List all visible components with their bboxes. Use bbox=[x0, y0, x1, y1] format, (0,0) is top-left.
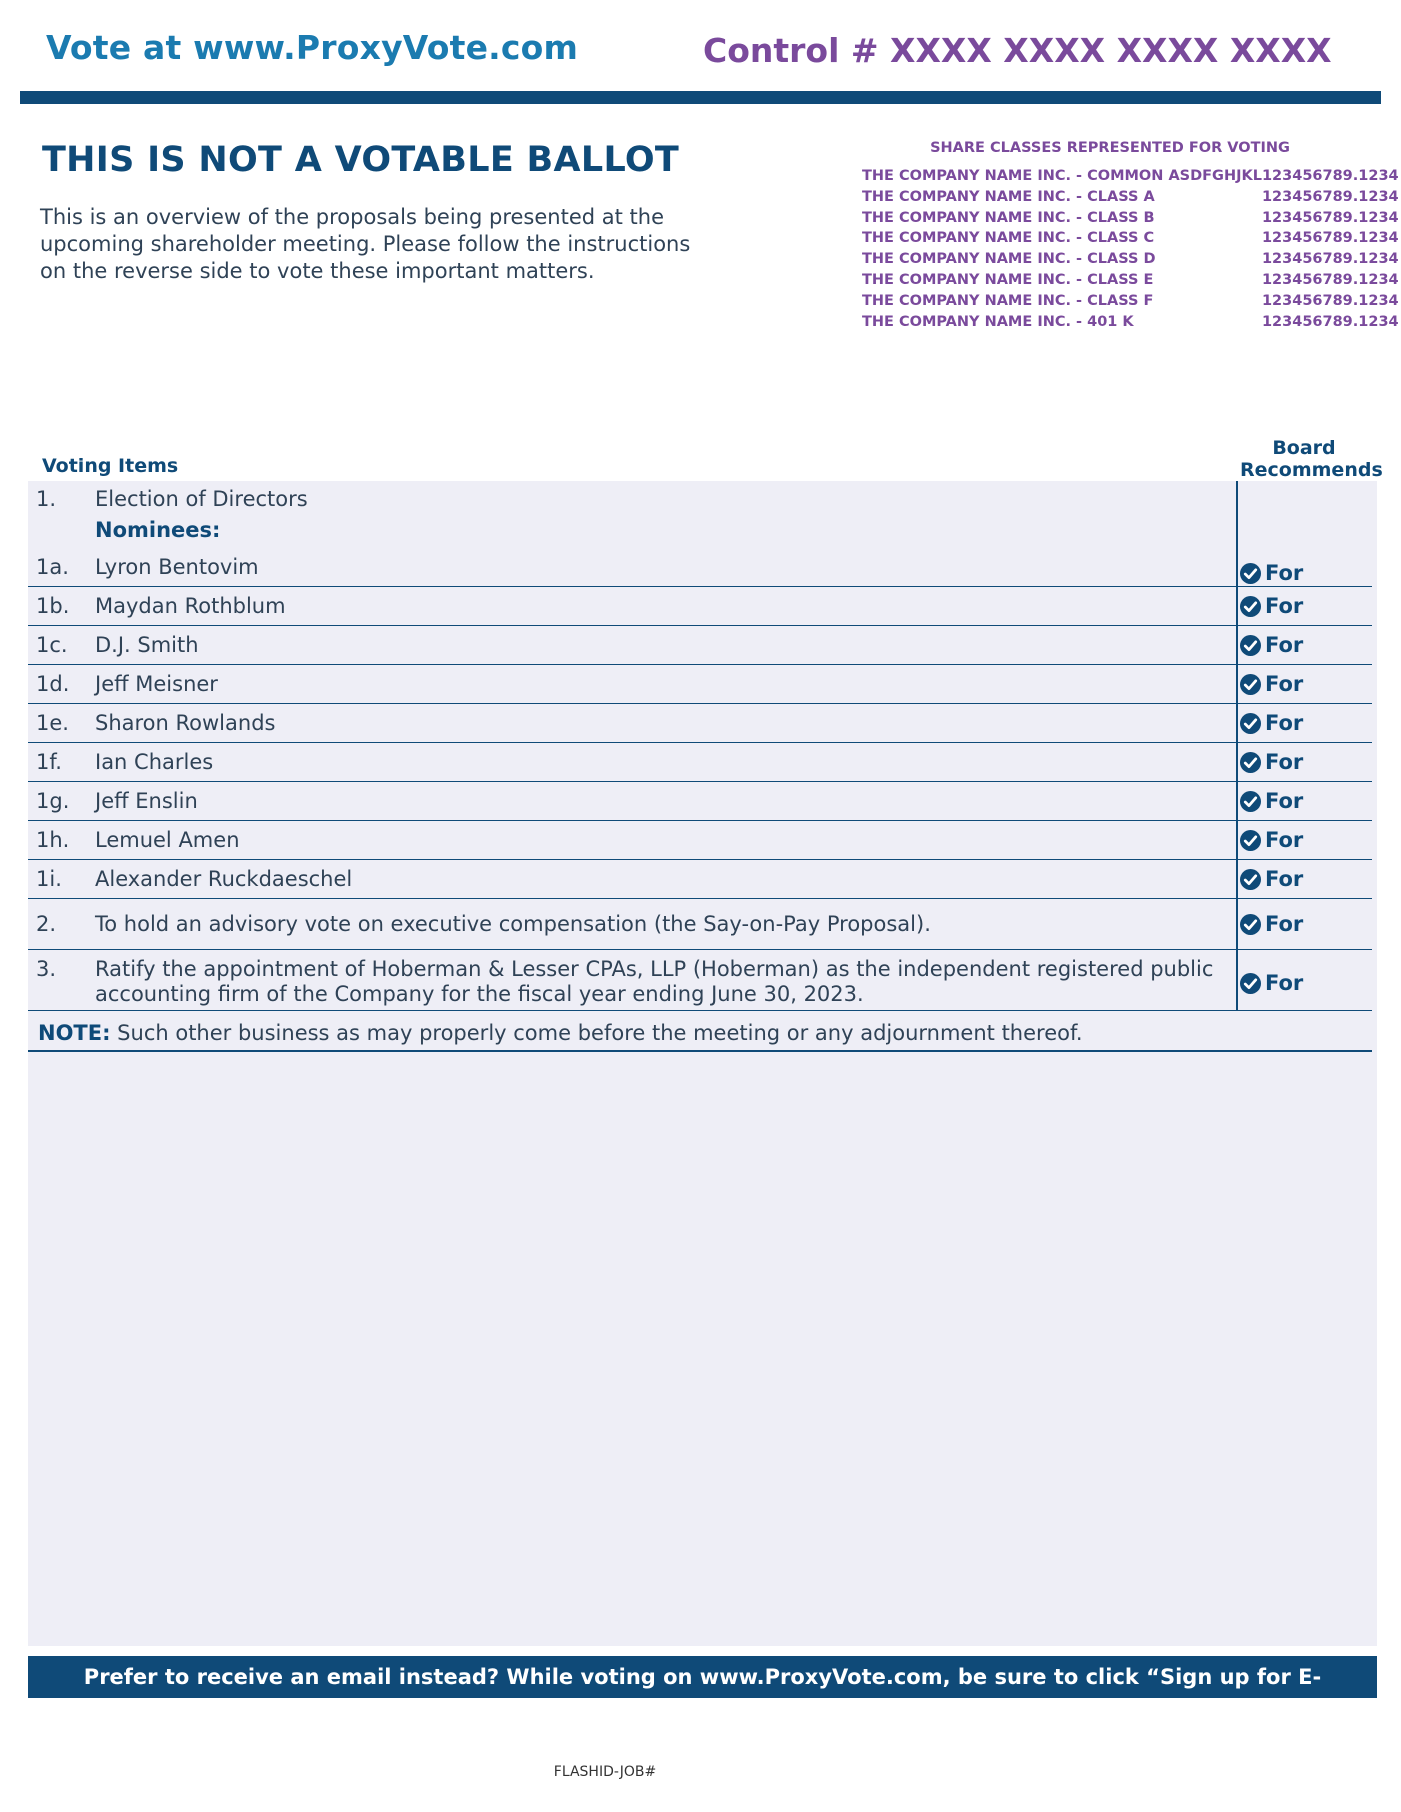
share-class-row bbox=[862, 291, 1399, 312]
nominee-number: 1a. bbox=[36, 555, 69, 579]
nominee-row bbox=[28, 821, 1372, 860]
board-recommendation bbox=[1240, 594, 1303, 618]
nominee-name: Sharon Rowlands bbox=[95, 711, 276, 735]
note-text: Such other business as may properly come before the meeting or any adjournment thereof. bbox=[110, 1021, 1083, 1045]
nominee-name: D.J. Smith bbox=[95, 633, 199, 657]
board-recommendation bbox=[1240, 789, 1303, 813]
recommendation-label: For bbox=[1265, 594, 1304, 618]
nominee-row bbox=[28, 782, 1372, 821]
header-rule bbox=[20, 91, 1381, 104]
share-class-name: THE COMPANY NAME INC. - CLASS B bbox=[862, 209, 1155, 226]
item-number: 1. bbox=[36, 487, 57, 511]
item-2-row bbox=[28, 899, 1372, 950]
board-recommendation bbox=[1240, 828, 1303, 852]
nominee-name: Jeff Meisner bbox=[95, 672, 218, 696]
nominee-number: 1i. bbox=[36, 867, 62, 891]
check-circle-icon bbox=[1240, 635, 1261, 656]
recommendation-label: For bbox=[1265, 711, 1304, 735]
share-class-row bbox=[862, 228, 1399, 249]
voting-items-label: Voting Items bbox=[42, 455, 179, 477]
nominee-number: 1d. bbox=[36, 672, 70, 696]
nominee-name: Lemuel Amen bbox=[95, 828, 240, 852]
share-class-row bbox=[862, 208, 1399, 229]
nominee-name: Alexander Ruckdaeschel bbox=[95, 867, 353, 891]
note bbox=[38, 1021, 1083, 1045]
item-text-line-2: accounting firm of the Company for the fiscal year ending June 30, 2023. bbox=[95, 982, 864, 1006]
share-class-value: 123456789.1234 bbox=[1261, 313, 1399, 330]
check-circle-icon bbox=[1240, 752, 1261, 773]
item-number: 2. bbox=[36, 912, 57, 936]
check-circle-icon bbox=[1240, 830, 1261, 851]
nominee-name: Jeff Enslin bbox=[95, 789, 198, 813]
nominee-name: Lyron Bentovim bbox=[95, 555, 259, 579]
share-class-value: 123456789.1234 bbox=[1261, 209, 1399, 226]
ballot-title: THIS IS NOT A VOTABLE BALLOT bbox=[42, 140, 680, 180]
share-class-name: THE COMPANY NAME INC. - CLASS D bbox=[862, 251, 1156, 268]
share-class-value: 123456789.1234 bbox=[1261, 251, 1399, 268]
nominee-row bbox=[28, 743, 1372, 782]
board-recommends-label bbox=[1240, 437, 1383, 481]
share-class-row bbox=[862, 270, 1399, 291]
vote-url[interactable]: Vote at www.ProxyVote.com bbox=[46, 28, 579, 67]
check-circle-icon bbox=[1240, 674, 1261, 695]
share-class-name: THE COMPANY NAME INC. - CLASS C bbox=[862, 230, 1155, 247]
note-divider bbox=[28, 1050, 1372, 1052]
share-class-value: 123456789.1234 bbox=[1261, 188, 1399, 205]
share-class-name: THE COMPANY NAME INC. - CLASS A bbox=[862, 188, 1155, 205]
nominee-number: 1b. bbox=[36, 594, 70, 618]
recommendation-label: For bbox=[1265, 828, 1304, 852]
share-class-row bbox=[862, 312, 1399, 333]
item-text: To hold an advisory vote on executive compensation (the Say-on-Pay Proposal). bbox=[95, 912, 931, 936]
share-class-name: THE COMPANY NAME INC. - CLASS F bbox=[862, 292, 1154, 309]
board-recommendation bbox=[1240, 633, 1303, 657]
recommendation-label: For bbox=[1265, 971, 1304, 995]
check-circle-icon bbox=[1240, 869, 1261, 890]
recommendation-label: For bbox=[1265, 912, 1304, 936]
share-class-value: 123456789.1234 bbox=[1261, 292, 1399, 309]
nominee-number: 1c. bbox=[36, 633, 68, 657]
board-recommendation bbox=[1240, 912, 1303, 936]
share-class-name: THE COMPANY NAME INC. - CLASS E bbox=[862, 271, 1154, 288]
recommends-label: Recommends bbox=[1240, 459, 1383, 481]
nominee-number: 1e. bbox=[36, 711, 69, 735]
share-classes-heading: SHARE CLASSES REPRESENTED FOR VOTING bbox=[930, 140, 1290, 156]
nominee-row bbox=[28, 587, 1372, 626]
recommendation-label: For bbox=[1265, 867, 1304, 891]
share-class-row bbox=[862, 166, 1399, 187]
share-class-value: 123456789.1234 bbox=[1261, 271, 1399, 288]
recommendation-label: For bbox=[1265, 633, 1304, 657]
board-recommendation bbox=[1240, 672, 1303, 696]
ballot-intro: This is an overview of the proposals being presented at the upcoming shareholder meeting. Please follow the instructions on the reverse side to vote these important matters. bbox=[40, 205, 691, 283]
edelivery-banner: Prefer to receive an email instead? While voting on www.ProxyVote.com, be sure to click “Sign up for E-delivery”. bbox=[28, 1656, 1377, 1698]
check-circle-icon bbox=[1240, 791, 1261, 812]
item-title: Election of Directors bbox=[95, 487, 308, 511]
check-circle-icon bbox=[1240, 914, 1261, 935]
recommendation-label: For bbox=[1265, 750, 1304, 774]
board-recommendation bbox=[1240, 971, 1303, 995]
share-classes-table bbox=[862, 166, 1399, 332]
share-class-name: THE COMPANY NAME INC. - COMMON ASDFGHJKL bbox=[862, 168, 1262, 184]
share-class-row bbox=[862, 187, 1399, 208]
item-text-line-1: Ratify the appointment of Hoberman & Lesser CPAs, LLP (Hoberman) as the independent registered public bbox=[95, 957, 1214, 981]
recommendation-label: For bbox=[1265, 672, 1304, 696]
row-divider bbox=[28, 1010, 1372, 1012]
nominee-row bbox=[28, 626, 1372, 665]
board-recommendation bbox=[1240, 561, 1303, 585]
share-class-name: THE COMPANY NAME INC. - 401 K bbox=[862, 313, 1134, 330]
board-recommendation bbox=[1240, 750, 1303, 774]
check-circle-icon bbox=[1240, 713, 1261, 734]
check-circle-icon bbox=[1240, 563, 1261, 584]
nominee-number: 1g. bbox=[36, 789, 70, 813]
check-circle-icon bbox=[1240, 973, 1261, 994]
share-class-value: 123456789.1234 bbox=[1261, 168, 1399, 184]
item-1-row bbox=[28, 485, 1372, 545]
recommendation-label: For bbox=[1265, 789, 1304, 813]
recommendation-label: For bbox=[1265, 561, 1304, 585]
board-label: Board bbox=[1272, 437, 1336, 459]
control-number: Control # XXXX XXXX XXXX XXXX bbox=[703, 31, 1332, 70]
nominee-row bbox=[28, 545, 1372, 587]
nominee-row bbox=[28, 704, 1372, 743]
nominees-label: Nominees: bbox=[95, 518, 221, 542]
item-number: 3. bbox=[36, 957, 57, 981]
nominee-row bbox=[28, 860, 1372, 899]
job-id: FLASHID-JOB# bbox=[553, 1764, 657, 1780]
board-recommendation bbox=[1240, 867, 1303, 891]
nominee-row bbox=[28, 665, 1372, 704]
nominee-number: 1f. bbox=[36, 750, 62, 774]
item-3-row bbox=[28, 950, 1372, 1011]
nominee-number: 1h. bbox=[36, 828, 70, 852]
board-recommendation bbox=[1240, 711, 1303, 735]
nominee-name: Maydan Rothblum bbox=[95, 594, 286, 618]
nominee-name: Ian Charles bbox=[95, 750, 214, 774]
check-circle-icon bbox=[1240, 596, 1261, 617]
share-class-value: 123456789.1234 bbox=[1261, 230, 1399, 247]
note-label: NOTE: bbox=[38, 1021, 111, 1045]
share-class-row bbox=[862, 249, 1399, 270]
